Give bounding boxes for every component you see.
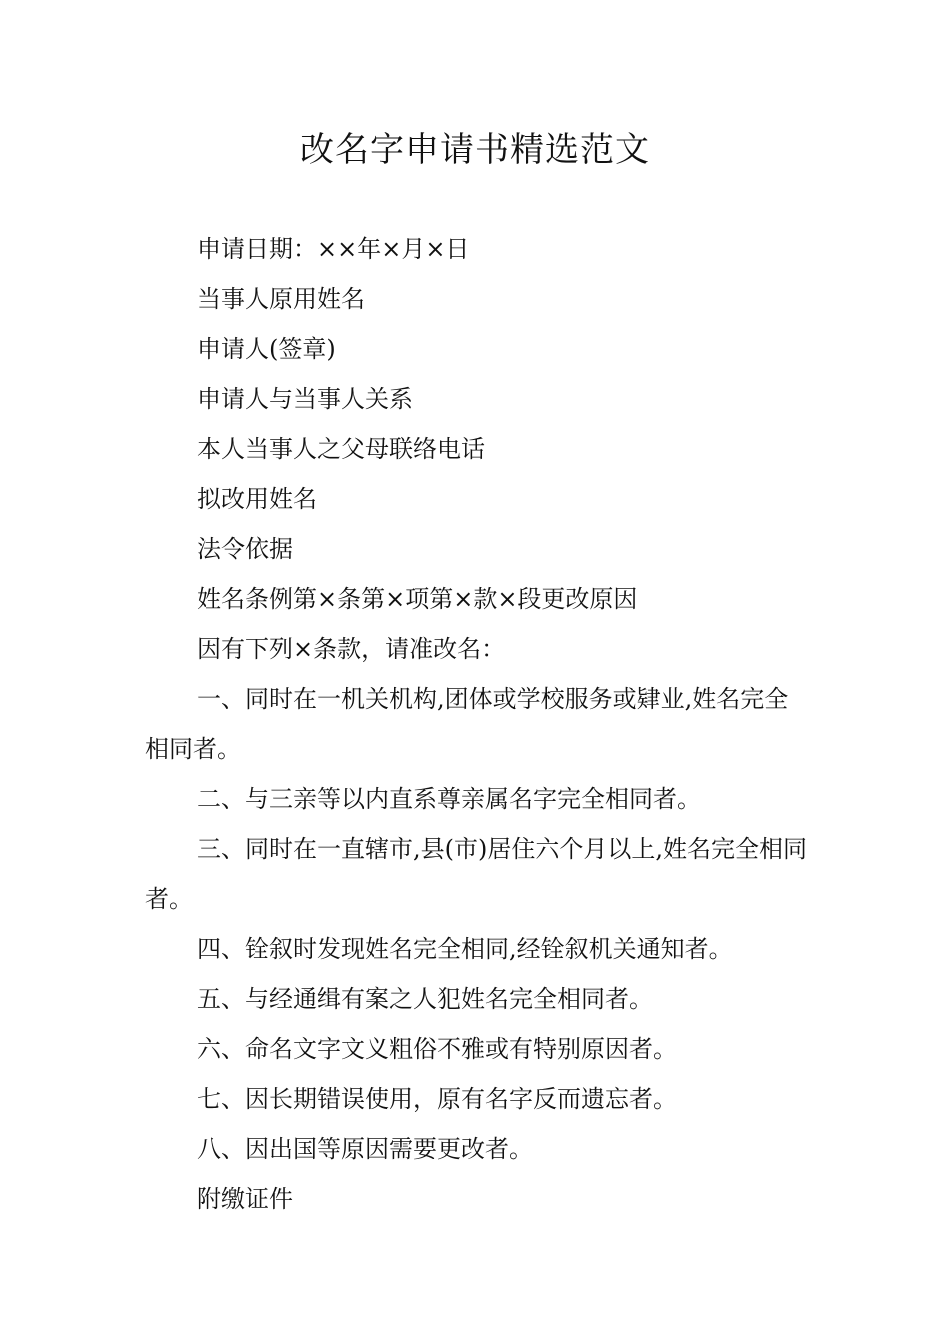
- list-item: 二、与三亲等以内直系尊亲属名字完全相同者。: [197, 785, 701, 813]
- paragraph-original-name: 当事人原用姓名: [197, 285, 365, 313]
- paragraph-regulation-reference: 姓名条例第×条第×项第×款×段更改原因: [197, 585, 638, 613]
- list-item: 六、命名文字文义粗俗不雅或有特别原因者。: [197, 1035, 677, 1063]
- paragraph-request: 因有下列×条款，请准改名：: [197, 635, 506, 663]
- paragraph-legal-basis: 法令依据: [197, 535, 293, 563]
- list-item: 七、因长期错误使用，原有名字反而遗忘者。: [197, 1085, 677, 1113]
- paragraph-attachments: 附缴证件: [197, 1185, 293, 1213]
- paragraph-parent-phone: 本人当事人之父母联络电话: [197, 435, 485, 463]
- paragraph-application-date: 申请日期：××年×月×日: [197, 235, 470, 263]
- paragraph-relationship: 申请人与当事人关系: [197, 385, 413, 413]
- list-item: 八、因出国等原因需要更改者。: [197, 1135, 533, 1163]
- paragraph-applicant-signature: 申请人(签章): [197, 335, 336, 363]
- document-body: [145, 224, 810, 1224]
- list-item: 三、同时在一直辖市,县(市)居住六个月以上,姓名完全相同者。: [145, 835, 807, 913]
- paragraph-proposed-name: 拟改用姓名: [197, 485, 317, 513]
- list-item: 一、同时在一机关机构,团体或学校服务或肄业,姓名完全相同者。: [145, 685, 789, 763]
- document-title: 改名字申请书精选范文: [300, 130, 650, 170]
- list-item: 四、铨叙时发现姓名完全相同,经铨叙机关通知者。: [197, 935, 733, 963]
- list-item: 五、与经通缉有案之人犯姓名完全相同者。: [197, 985, 653, 1013]
